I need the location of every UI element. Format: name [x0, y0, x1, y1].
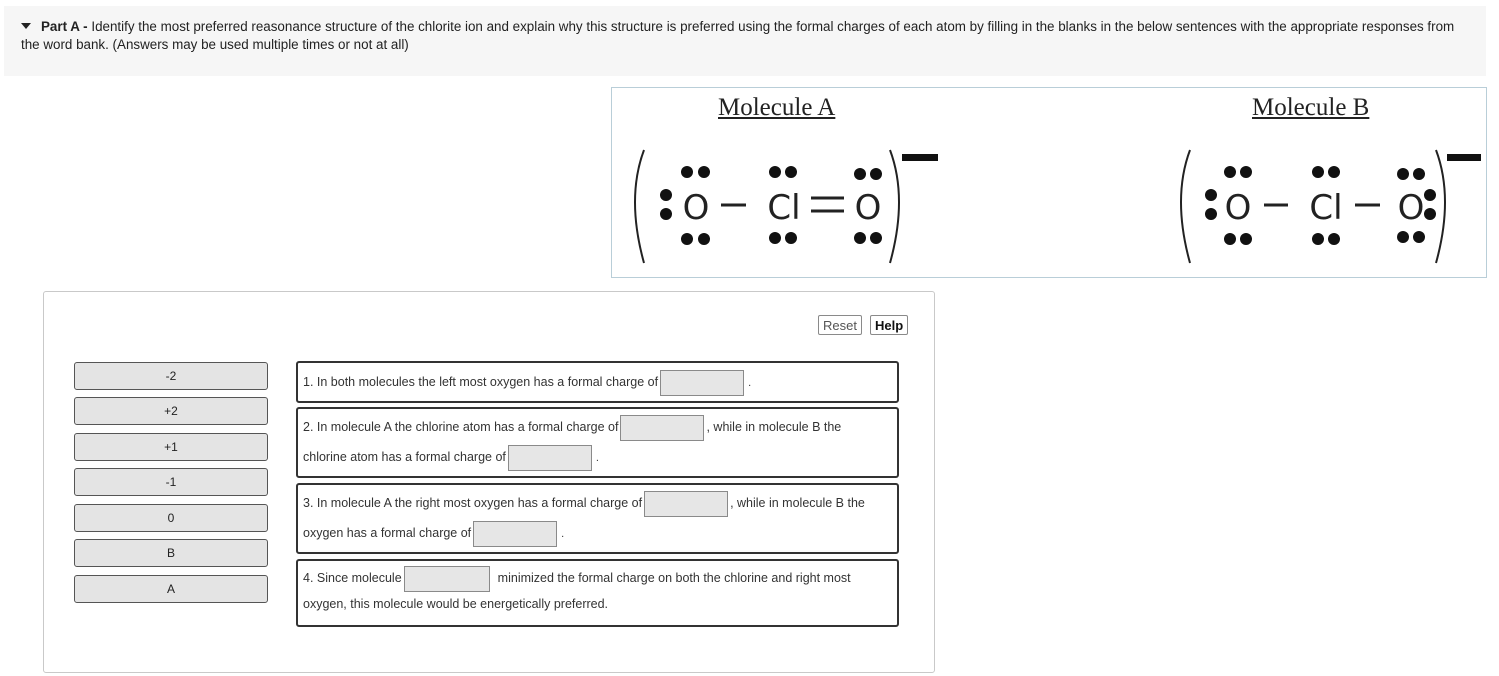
molecule-a-title: Molecule A [718, 94, 836, 121]
atom-o-right: O [1397, 188, 1425, 228]
molecule-b-structure [1168, 138, 1486, 273]
sentence-text: . [561, 528, 565, 540]
part-a-instructions [21, 18, 1461, 54]
answer-drop-zone[interactable] [620, 415, 704, 441]
sentence-text: oxygen has a formal charge of [303, 526, 472, 540]
sentence-text: 1. In both molecules the left most oxygen has a formal charge of [303, 375, 659, 389]
sentence-text: 4. Since molecule [303, 571, 402, 585]
answer-drop-zone[interactable] [644, 491, 728, 517]
word-bank-tile[interactable]: -2 [74, 362, 268, 390]
molecule-panel [611, 87, 1487, 278]
part-label: Part A - [41, 19, 88, 34]
sentence-1 [296, 361, 899, 403]
atom-o-left: O [682, 188, 710, 228]
left-bracket [1181, 150, 1190, 263]
sentence-3 [296, 483, 899, 554]
sentence-2 [296, 407, 899, 478]
reset-button[interactable]: Reset [818, 315, 862, 335]
molecule-b-title: Molecule B [1252, 94, 1370, 121]
molecule-a-structure [624, 138, 954, 273]
word-bank-tile[interactable]: 0 [74, 504, 268, 532]
collapse-triangle-icon[interactable] [21, 23, 31, 29]
left-bracket [635, 150, 644, 263]
sentence-text: minimized the formal charge on both the chlorine and right most [497, 571, 851, 585]
word-bank-tile[interactable]: B [74, 539, 268, 567]
sentence-text: . [595, 452, 599, 464]
answer-workspace [43, 291, 935, 673]
sentence-text: 3. In molecule A the right most oxygen has a formal charge of [303, 496, 643, 510]
sentence-text: . [748, 377, 752, 389]
sentence-text: oxygen, this molecule would be energetically preferred. [303, 597, 609, 611]
answer-drop-zone[interactable] [404, 566, 490, 592]
right-bracket [1436, 150, 1445, 263]
word-bank-tile[interactable]: -1 [74, 468, 268, 496]
atom-cl: Cl [1309, 188, 1343, 228]
sentence-text: chlorine atom has a formal charge of [303, 450, 506, 464]
atom-o-right: O [854, 188, 882, 228]
sentence-text: 2. In molecule A the chlorine atom has a formal charge of [303, 420, 619, 434]
right-bracket [890, 150, 899, 263]
answer-drop-zone[interactable] [508, 445, 592, 471]
word-bank-tile[interactable]: A [74, 575, 268, 603]
sentence-text: , while in molecule B the [706, 420, 842, 434]
sentence-text: , while in molecule B the [730, 496, 865, 510]
atom-o-left: O [1224, 188, 1252, 228]
answer-drop-zone[interactable] [473, 521, 557, 547]
negative-charge-icon [1447, 154, 1481, 161]
help-button[interactable]: Help [870, 315, 908, 335]
word-bank-tile[interactable]: +1 [74, 433, 268, 461]
sentence-4 [296, 559, 899, 627]
part-a-header [4, 6, 1486, 76]
atom-cl: Cl [767, 188, 801, 228]
instructions-text: Identify the most preferred reasonance structure of the chlorite ion and explain why this structure is preferred using the formal charges of each atom by filling in the blanks in the below sentences with the appropriate responses from the word bank. (Answers may be used multiple times or not at all) [21, 19, 1455, 52]
answer-drop-zone[interactable] [660, 370, 744, 396]
negative-charge-icon [902, 154, 938, 161]
word-bank-tile[interactable]: +2 [74, 397, 268, 425]
